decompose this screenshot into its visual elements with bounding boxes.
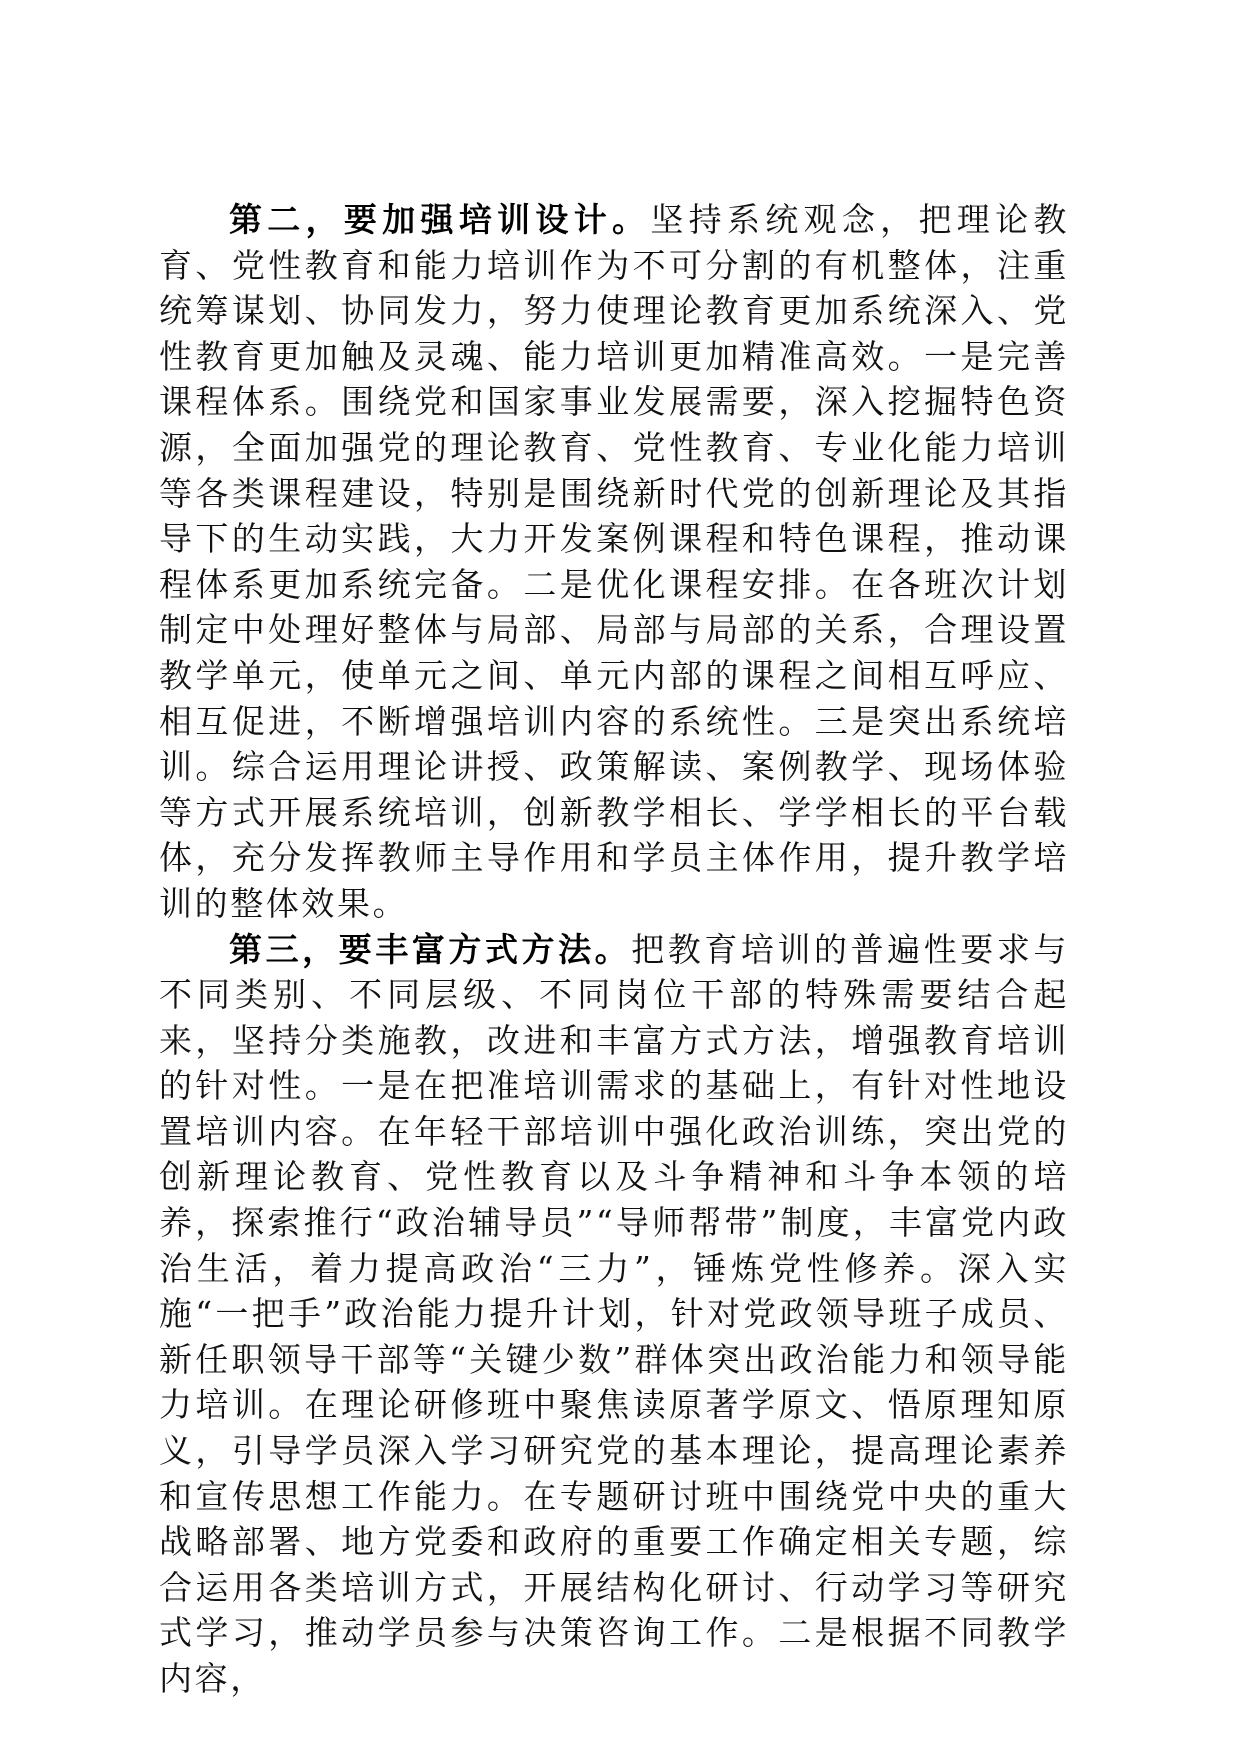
paragraph-methods [159,927,1069,1702]
paragraph-text: 坚持系统观念，把理论教育、党性教育和能力培训作为不可分割的有机整体，注重统筹谋划、协同发力，努力使理论教育更加系统深入、党性教育更加触及灵魂、能力培训更加精准高效。一是完善课程体系。围绕党和国家事业发展需要，深入挖掘特色资源，全面加强党的理论教育、党性教育、专业化能力培训等各类课程建设，特别是围绕新时代党的创新理论及其指导下的生动实践，大力开发案例课程和特色课程，推动课程体系更加系统完备。二是优化课程安排。在各班次计划制定中处理好整体与局部、局部与局部的关系，合理设置教学单元，使单元之间、单元内部的课程之间相互呼应、相互促进，不断增强培训内容的系统性。三是突出系统培训。综合运用理论讲授、政策解读、案例教学、现场体验等方式开展系统培训，创新教学相长、学学相长的平台载体，充分发挥教师主导作用和学员主体作用，提升教学培训的整体效果。 [159,200,1069,923]
document-body [159,197,1069,1702]
paragraph-text: 把教育培训的普遍性要求与不同类别、不同层级、不同岗位干部的特殊需要结合起来，坚持分类施教，改进和丰富方式方法，增强教育培训的针对性。一是在把准培训需求的基础上，有针对性地设置培训内容。在年轻干部培训中强化政治训练，突出党的创新理论教育、党性教育以及斗争精神和斗争本领的培养，探索推行“政治辅导员”“导师帮带”制度，丰富党内政治生活，着力提高政治“三力”，锤炼党性修养。深入实施“一把手”政治能力提升计划，针对党政领导班子成员、新任职领导干部等“关键少数”群体突出政治能力和领导能力培训。在理论研修班中聚焦读原著学原文、悟原理知原义，引导学员深入学习研究党的基本理论，提高理论素养和宣传思想工作能力。在专题研讨班中围绕党中央的重大战略部署、地方党委和政府的重要工作确定相关专题，综合运用各类培训方式，开展结构化研讨、行动学习等研究式学习，推动学员参与决策咨询工作。二是根据不同教学内容， [159,929,1069,1698]
paragraph-training-design [159,197,1069,927]
paragraph-heading: 第三，要丰富方式方法。 [229,929,632,969]
paragraph-heading: 第二，要加强培训设计。 [229,200,651,239]
